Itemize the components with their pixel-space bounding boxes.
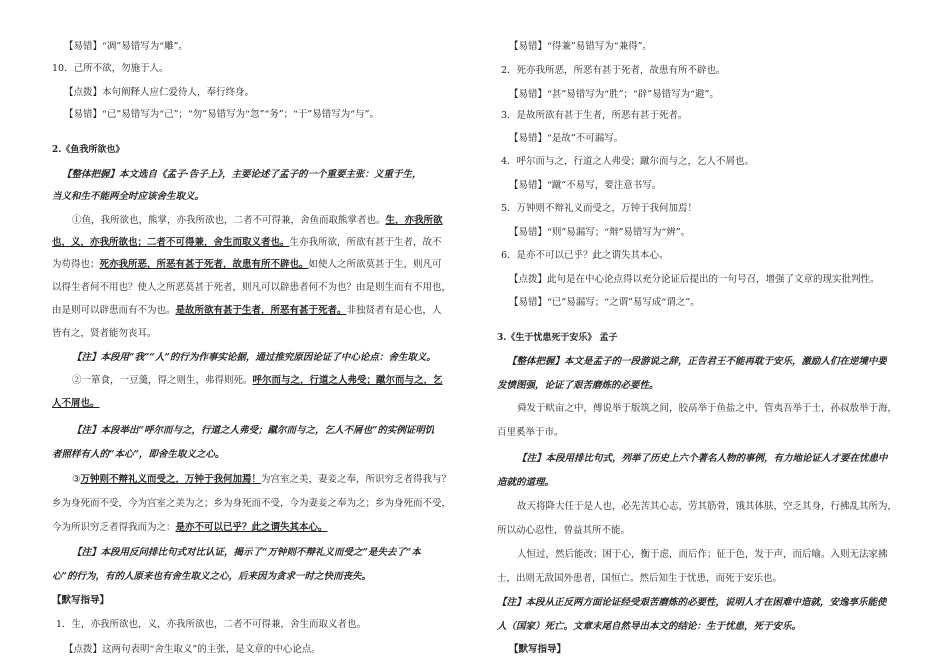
paragraph-1-line-6: 皆有之，贤者能勿丧耳。 xyxy=(52,328,157,339)
error-note: 【易错】“凋”易错写为“雕”。 xyxy=(64,41,188,52)
section-heading-3: 3.《生于忧患死于安乐》 孟子 xyxy=(497,333,618,343)
paragraph-1-line-4: 以得生者何不用也？使人之所恶莫甚于死者，则凡可以辟患者何不为也？由是则生而有不用也， xyxy=(52,282,452,293)
item-10: 10．己所不欲，勿施于人。 xyxy=(52,63,169,74)
section-heading-2: 2.《鱼我所欲也》 xyxy=(52,145,125,155)
error-note: 【易错】“则”易漏写；“辩”易错写为“辨”。 xyxy=(509,227,691,238)
error-note: 【易错】“蹴”不易写，要注意书写。 xyxy=(509,180,662,191)
error-note: 【易错】“已”易错写为“己”；“勿”易错写为“忽”“务”；“于”易错写为“与”。 xyxy=(64,109,379,120)
annotation-2: 【注】本段举出“呼尔而与之，行道之人弗受；蹴尔而与之，乞人不屑也”的实例证明饥 xyxy=(72,425,435,436)
dictation-item-5: 5．万钟则不辩礼义而受之，万钟于我何加焉！ xyxy=(501,203,698,214)
paragraph-2-line-2: 人不屑也。 xyxy=(52,398,100,409)
annotation-2-cont: 者照样有人的“本心”，即舍生取义之心。 xyxy=(52,449,225,460)
hint-note: 【点拨】本句阐释人应仁爱待人，奉行终身。 xyxy=(64,87,255,98)
annotation-1: 【注】本段用“我”“人”的行为作事实论据，通过推究原因论证了中心论点：舍生取义。 xyxy=(72,352,436,363)
dictation-guide-heading: 【默写指导】 xyxy=(509,644,567,655)
dictation-item-3: 3．是故所欲有甚于生者，所恶有甚于死者。 xyxy=(501,110,688,121)
error-note: 【易错】“已”易漏写；“之谓”易写成“谓之”。 xyxy=(509,297,700,308)
text-paragraph-1: 舜发于畎亩之中，傅说举于版筑之间，胶鬲举于鱼盐之中，管夷吾举于士，孙叔敖举于海， xyxy=(517,403,898,414)
dictation-guide-heading: 【默写指导】 xyxy=(52,595,110,606)
paragraph-3-line-3: 今为所识穷乏者得我而为之：是亦不可以已乎？此之谓失其本心。 xyxy=(52,522,328,533)
annotation-3-cont: 心”的行为，有的人原来也有舍生取义之心，后来因为贪求一时之快而丧失。 xyxy=(52,571,371,582)
paragraph-3-line-2: 乡为身死而不受，今为宫室之美为之；乡为身死而不受，今为妻妾之奉为之；乡为身死而不受， xyxy=(52,498,452,509)
hint-note: 【点拨】这两句表明“舍生取义”的主张，是文章的中心论点。 xyxy=(64,644,321,655)
paragraph-1-line-2: 也，义，亦我所欲也；二者不可得兼，舍生而取义者也。生亦我所欲，所欲有甚于生者，故不 xyxy=(52,237,442,248)
annotation-4: 【注】本段用排比句式，列举了历史上六个著名人物的事例，有力地论证人才要在忧患中 xyxy=(517,453,888,464)
dictation-item-6: 6．是亦不可以已乎？此之谓失其本心。 xyxy=(501,250,669,261)
text-paragraph-2: 故天将降大任于是人也，必先苦其心志，劳其筋骨，饿其体肤，空乏其身，行拂乱其所为， xyxy=(517,501,898,512)
overall-grasp-cont: 当义和生不能两全时应该舍生取义。 xyxy=(52,191,205,202)
overall-grasp: 【整体把握】本文选自《孟子·告子上》，主要论述了孟子的一个重要主张：义重于生， xyxy=(62,169,422,180)
paragraph-1-line-3: 为苟得也；死亦我所恶，所恶有甚于死者，故患有所不辟也。如使人之所欲莫甚于生，则凡可 xyxy=(52,259,442,270)
error-note: 【易错】“是故”不可漏写。 xyxy=(509,133,624,144)
dictation-item-2: 2．死亦我所恶，所恶有甚于死者，故患有所不辟也。 xyxy=(501,65,726,76)
paragraph-3-line-1: ③万钟则不辩礼义而受之，万钟于我何加焉！为宫室之美，妻妾之奉，所识穷乏者得我与？ xyxy=(72,474,452,485)
overall-grasp-cont: 发愤图强，论证了艰苦磨炼的必要性。 xyxy=(497,380,659,391)
annotation-4-cont: 造就的道理。 xyxy=(497,477,555,488)
paragraph-2-line-1: ②一箪食，一豆羹，得之则生，弗得则死。呼尔而与之，行道之人弗受；蹴尔而与之，乞 xyxy=(72,375,443,386)
paragraph-1-line-5: 由是则可以辟患而有不为也。是故所欲有甚于生者，所恶有甚于死者。非独贤者有是心也，人 xyxy=(52,305,442,316)
annotation-5: 【注】本段从正反两方面论证经受艰苦磨炼的必要性，说明人才在困难中造就，安逸享乐能使 xyxy=(497,597,887,608)
text-paragraph-2-cont: 所以动心忍性，曾益其所不能。 xyxy=(497,525,631,536)
hint-note: 【点拨】此句是在中心论点得以充分论证后提出的一句号召，增强了文章的现实批判性。 xyxy=(509,274,880,285)
dictation-item-1: 1．生，亦我所欲也，义，亦我所欲也，二者不可得兼，舍生而取义者也。 xyxy=(56,619,367,630)
text-paragraph-3-cont: 士，出则无敌国外患者，国恒亡。然后知生于忧患，而死于安乐也。 xyxy=(497,573,783,584)
annotation-3: 【注】本段用反问排比句式对比认证，揭示了“万钟则不辩礼义而受之”是失去了“本 xyxy=(72,547,421,558)
text-paragraph-1-cont: 百里奚举于市。 xyxy=(497,427,564,438)
text-paragraph-3: 人恒过，然后能改；困于心，衡于虑，而后作；征于色，发于声，而后喻。入则无法家拂 xyxy=(517,549,888,560)
error-note: 【易错】“得兼”易错写为“兼得”。 xyxy=(509,41,652,52)
error-note: 【易错】“甚”易错写为“胜”；“辟”易错写为“避”。 xyxy=(509,89,719,100)
annotation-5-cont: 人（国家）死亡。文章末尾自然导出本文的结论：生于忧患，死于安乐。 xyxy=(497,621,802,632)
dictation-item-4: 4．呼尔而与之，行道之人弗受；蹴尔而与之，乞人不屑也。 xyxy=(501,156,755,167)
paragraph-1-line-1: ①鱼，我所欲也，熊掌，亦我所欲也，二者不可得兼，舍鱼而取熊掌者也。生，亦我所欲 xyxy=(72,215,443,226)
overall-grasp: 【整体把握】本文是孟子的一段游说之辞，正告君王不能再耽于安乐，激励人们在逆境中要 xyxy=(507,356,888,367)
